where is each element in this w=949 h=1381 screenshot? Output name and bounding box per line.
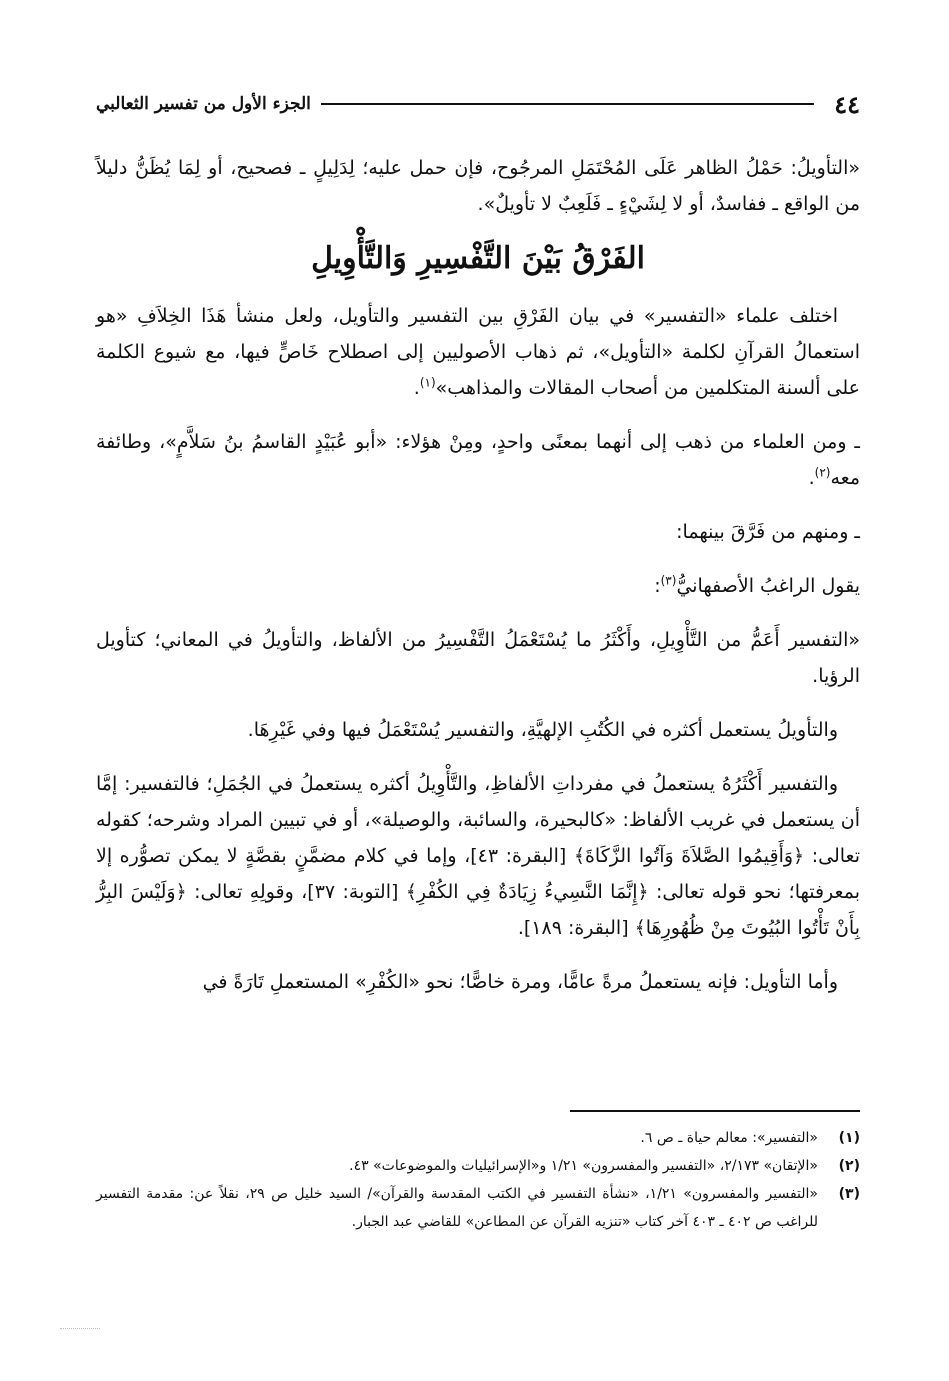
paragraph-text: اختلف علماء «التفسير» في بيان الفَرْقِ بين التفسير والتأويل، ولعل منشأ هَذَا الخِلاَفِ «هو استعمالُ القرآنِ لكلمة «التأويل»، ثم ذهاب الأصوليين إلى اصطلاح خَاصٍّ فيها، مع شيوع الكلمة على ألسنة المتكلمين من أصحاب المقالات والمذاهب» — [96, 305, 860, 399]
paragraph-ta-wil-definition: «التأويلُ: حَمْلُ الظاهر عَلَى المُحْتَمَلِ المرجُوح، فإن حمل عليه؛ لِدَلِيلٍ ـ فصحيح، أو لِمَا يُظَنُّ دليلاً من الواقع ـ ففاسدٌ، أو لا لِشَيْءٍ ـ فَلَعِبٌ لا تأويلٌ». — [96, 157, 860, 215]
page-number: ٤٤ — [834, 89, 860, 119]
running-title: الجزء الأول من تفسير الثعالبي — [96, 94, 311, 114]
paragraph-quote-1: «التفسير أَعَمُّ من التَّأْوِيلِ، وأَكْثَرُ ما يُسْتَعْمَلُ التَّفْسِيرُ من الألفاظ، والتأويلُ في المعاني؛ كتأويل الرؤيا. — [96, 629, 860, 687]
footnote-item — [96, 1180, 860, 1236]
sentence-end: . — [413, 377, 420, 399]
footnotes — [96, 1110, 860, 1236]
paragraph-text: يقول الراغبُ الأصفهانيُّ — [676, 575, 860, 597]
paragraph-quote-2: والتأويلُ يستعمل أكثره في الكُتُبِ الإلهيَّةِ، والتفسير يُسْتَعْمَلُ فيها وفي غَيْرِهَا. — [247, 719, 838, 741]
paragraph-quote-4: وأما التأويل: فإنه يستعملُ مرةً عامًّا، ومرة خاصًّا؛ نحو «الكُفْرِ» المستعملِ تَارَةً في — [202, 971, 838, 993]
footnote-rule — [570, 1110, 860, 1112]
paragraph-text: ـ ومن العلماء من ذهب إلى أنهما بمعنًى واحدٍ، ومِنْ هؤلاء: «أبو عُبَيْدٍ القاسمُ بنُ سَلاَّمٍ»، وطائفة معه — [96, 431, 860, 489]
footnote-number: (٣) — [838, 1186, 860, 1202]
footnote-ref-2[interactable]: (٢) — [814, 465, 831, 480]
footnote-text: «التفسير»: معالم حياة ـ ص ٦. — [640, 1130, 818, 1146]
footnote-ref-3[interactable]: (٣) — [660, 573, 677, 588]
scan-speck — [60, 1328, 100, 1341]
sentence-end: : — [654, 575, 661, 597]
footnote-ref-1[interactable]: (١) — [419, 375, 436, 390]
footnote-text: «التفسير والمفسرون» ١/٢١، «نشأة التفسير في الكتب المقدسة والقرآن»/ السيد خليل ص ٢٩، نقلاً عن: مقدمة التفسير للراغب ص ٤٠٢ ـ ٤٠٣ آخر كتاب «تنزيه القرآن عن المطاعن» للقاضي عبد الجبار. — [96, 1186, 818, 1230]
paragraph-same-meaning — [96, 424, 860, 496]
paragraph-quote-3: والتفسير أَكْثَرُهُ يستعملُ في مفرداتِ الألفاظِ، والتَّأْوِيلُ أكثره يستعملُ في الجُمَلِ؛ فالتفسير: إمَّا أن يستعمل في غريب الألفاظ: «كالبحيرة، والسائبة، والوصيلة»، أو في تبيين المراد وشرحه؛ كقوله تعالى: ﴿وَأَقِيمُوا الصَّلاَةَ وَآتُوا الزَّكَاةَ﴾ [البقرة: ٤٣]، وإما في كلام مضمَّنٍ بقصَّةٍ لا يمكن تصوُّره إلا بمعرفتها؛ نحو قوله تعالى: ﴿إِنَّمَا النَّسِيءُ زِيَادَةٌ فِي الكُفْرِ﴾ [التوبة: ٣٧]، وقولِهِ تعالى: ﴿وَلَيْسَ البِرُّ بِأَنْ تَأْتُوا البُيُوتَ مِنْ ظُهُورِهَا﴾ [البقرة: ١٨٩]. — [96, 773, 860, 939]
footnote-text: «الإتقان» ٢/١٧٣، «التفسير والمفسرون» ١/٢١ و«الإسرائيليات والموضوعات» ٤٣. — [349, 1158, 818, 1174]
paragraph-differentiated: ـ ومنهم من فَرَّقَ بينهما: — [676, 521, 860, 543]
footnote-item — [96, 1152, 860, 1180]
footnote-number: (٢) — [838, 1158, 860, 1174]
running-header — [96, 88, 860, 120]
header-rule — [321, 103, 814, 105]
footnote-item — [96, 1124, 860, 1152]
footnote-number: (١) — [838, 1130, 860, 1146]
paragraph-difference-intro — [96, 298, 860, 406]
section-title: الفَرْقُ بَيْنَ التَّفْسِيرِ وَالتَّأْوِيلِ — [311, 241, 645, 276]
paragraph-raghib-quote-intro — [96, 568, 860, 604]
main-text — [96, 150, 860, 1018]
sentence-end: . — [808, 467, 815, 489]
